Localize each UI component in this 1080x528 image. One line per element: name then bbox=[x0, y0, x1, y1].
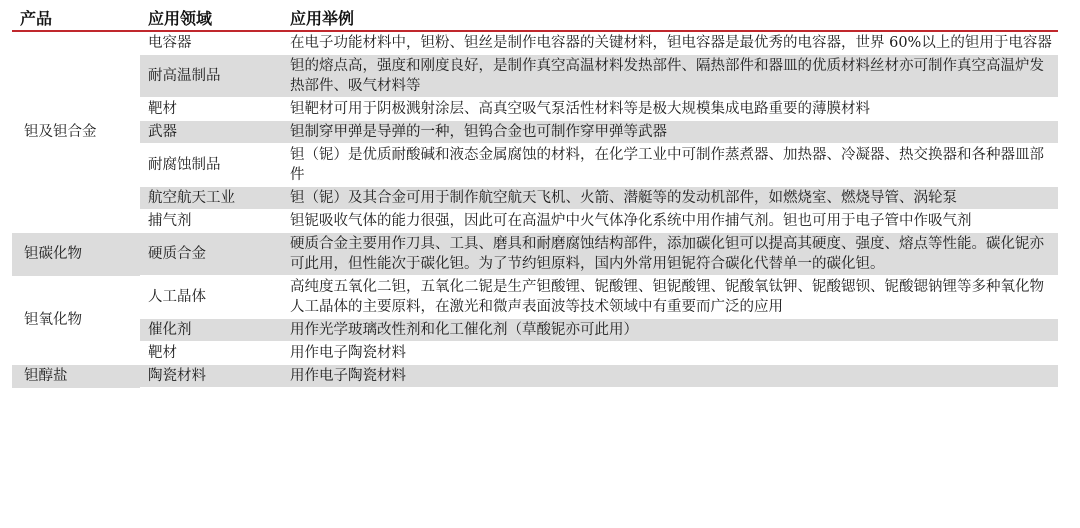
table-header-row bbox=[12, 4, 1058, 31]
field-cell: 耐腐蚀制品 bbox=[140, 144, 282, 187]
product-cell: 钽醇盐 bbox=[12, 365, 140, 388]
example-cell: 在电子功能材料中，钽粉、钽丝是制作电容器的关键材料，钽电容器是最优秀的电容器，世界 60%以上的钽用于电容器 bbox=[282, 31, 1058, 55]
table-row bbox=[12, 144, 1058, 187]
field-cell: 靶材 bbox=[140, 98, 282, 121]
example-cell: 钽的熔点高，强度和刚度良好，是制作真空高温材料发热部件、隔热部件和器皿的优质材料丝材亦可制作真空高温炉发热部件、吸气材料等 bbox=[282, 55, 1058, 98]
field-cell: 人工晶体 bbox=[140, 276, 282, 319]
table-row bbox=[12, 121, 1058, 144]
product-cell: 钽碳化物 bbox=[12, 233, 140, 276]
table-row bbox=[12, 98, 1058, 121]
example-cell: 用作电子陶瓷材料 bbox=[282, 365, 1058, 388]
header-product: 产品 bbox=[12, 4, 140, 31]
example-cell: 钽（铌）是优质耐酸碱和液态金属腐蚀的材料，在化学工业中可制作蒸煮器、加热器、冷凝器、热交换器和各种器皿部件 bbox=[282, 144, 1058, 187]
field-cell: 靶材 bbox=[140, 342, 282, 365]
tantalum-applications-table bbox=[12, 4, 1058, 388]
table-row bbox=[12, 187, 1058, 210]
table-row bbox=[12, 210, 1058, 233]
example-cell: 用作光学玻璃改性剂和化工催化剂（草酸铌亦可此用） bbox=[282, 319, 1058, 342]
field-cell: 航空航天工业 bbox=[140, 187, 282, 210]
table-row bbox=[12, 233, 1058, 276]
example-cell: 钽铌吸收气体的能力很强，因此可在高温炉中火气体净化系统中用作捕气剂。钽也可用于电子管中作吸气剂 bbox=[282, 210, 1058, 233]
table-row bbox=[12, 55, 1058, 98]
example-cell: 用作电子陶瓷材料 bbox=[282, 342, 1058, 365]
example-cell: 硬质合金主要用作刀具、工具、磨具和耐磨腐蚀结构部件，添加碳化钽可以提高其硬度、强度、熔点等性能。碳化铌亦可此用，但性能次于碳化钽。为了节约钽原料，国内外常用钽铌符合碳化代替单一的碳化钽。 bbox=[282, 233, 1058, 276]
example-cell: 钽靶材可用于阴极溅射涂层、高真空吸气泵活性材料等是极大规模集成电路重要的薄膜材料 bbox=[282, 98, 1058, 121]
header-example: 应用举例 bbox=[282, 4, 1058, 31]
example-cell: 钽制穿甲弹是导弹的一种，钽钨合金也可制作穿甲弹等武器 bbox=[282, 121, 1058, 144]
header-field: 应用领域 bbox=[140, 4, 282, 31]
table-row bbox=[12, 342, 1058, 365]
field-cell: 耐高温制品 bbox=[140, 55, 282, 98]
field-cell: 硬质合金 bbox=[140, 233, 282, 276]
field-cell: 捕气剂 bbox=[140, 210, 282, 233]
example-cell: 高纯度五氧化二钽，五氧化二铌是生产钽酸锂、铌酸锂、钽铌酸锂、铌酸氧钛钾、铌酸锶钡、铌酸锶钠锂等多种氧化物人工晶体的主要原料，在激光和微声表面波等技术领域中有重要而广泛的应用 bbox=[282, 276, 1058, 319]
field-cell: 陶瓷材料 bbox=[140, 365, 282, 388]
table-row bbox=[12, 276, 1058, 319]
table-row bbox=[12, 365, 1058, 388]
table-row bbox=[12, 31, 1058, 55]
field-cell: 武器 bbox=[140, 121, 282, 144]
field-cell: 电容器 bbox=[140, 31, 282, 55]
product-cell: 钽及钽合金 bbox=[24, 124, 97, 140]
product-cell: 钽氧化物 bbox=[24, 311, 82, 328]
field-cell: 催化剂 bbox=[140, 319, 282, 342]
example-cell: 钽（铌）及其合金可用于制作航空航天飞机、火箭、潜艇等的发动机部件，如燃烧室、燃烧导管、涡轮泵 bbox=[282, 187, 1058, 210]
table-row bbox=[12, 319, 1058, 342]
